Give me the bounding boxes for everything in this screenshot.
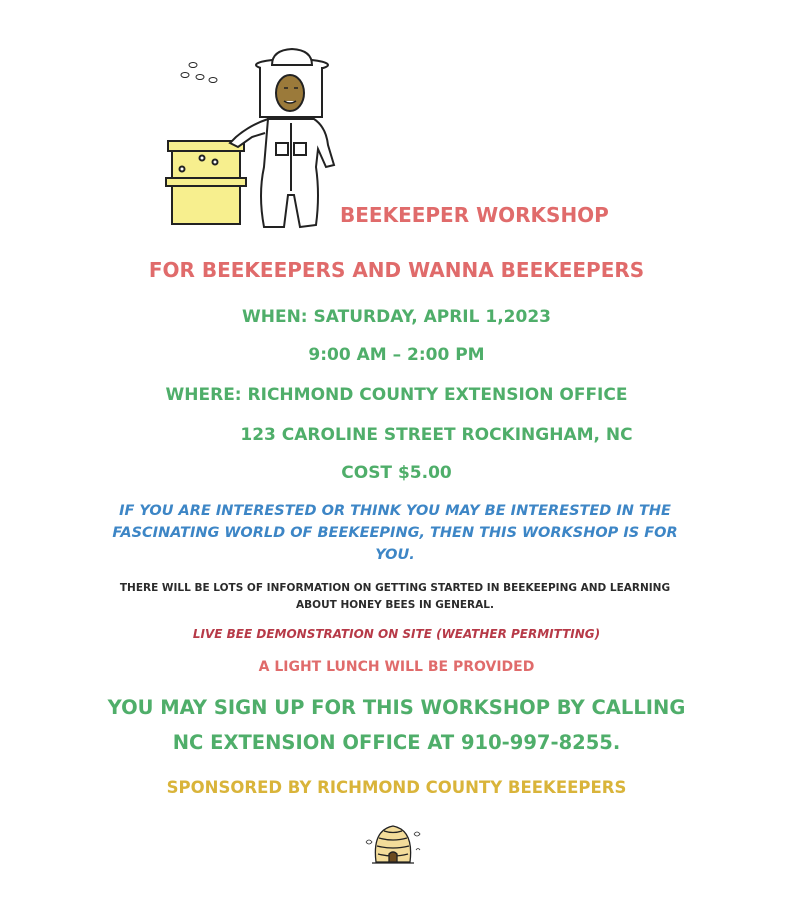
skep-beehive-icon [362,820,424,870]
beekeeper-figure [230,49,334,227]
signup-phone-line: NC EXTENSION OFFICE AT 910-997-8255. [172,731,621,754]
signup-line: YOU MAY SIGN UP FOR THIS WORKSHOP BY CALLING [107,696,686,719]
interest-line: FASCINATING WORLD OF BEEKEEPING, THEN THIS WORKSHOP IS FOR [112,525,678,541]
workshop-title: BEEKEEPER WORKSHOP [340,203,609,227]
event-time: 9:00 AM – 2:00 PM [308,345,485,365]
lunch-note: A LIGHT LUNCH WILL BE PROVIDED [258,659,535,675]
info-paragraph [80,580,710,614]
interest-paragraph [90,500,700,566]
demo-note: LIVE BEE DEMONSTRATION ON SITE (WEATHER PERMITTING) [192,627,601,641]
sponsor-line: SPONSORED BY RICHMOND COUNTY BEEKEEPERS [166,778,627,797]
info-line: ABOUT HONEY BEES IN GENERAL. [296,599,494,611]
info-line: THERE WILL BE LOTS OF INFORMATION ON GETTING STARTED IN BEEKEEPING AND LEARNING [119,582,671,594]
bee-icon [181,63,217,83]
workshop-subtitle: FOR BEEKEEPERS AND WANNA BEEKEEPERS [148,258,645,282]
event-location: WHERE: RICHMOND COUNTY EXTENSION OFFICE [165,385,628,405]
event-cost: COST $5.00 [341,463,452,483]
interest-line: YOU. [375,547,415,563]
beehive-icon [166,141,246,224]
beekeeper-illustration [160,45,345,230]
event-address: 123 CAROLINE STREET ROCKINGHAM, NC [240,425,633,445]
interest-line: IF YOU ARE INTERESTED OR THINK YOU MAY BE INTERESTED IN THE [119,503,671,519]
event-date: WHEN: SATURDAY, APRIL 1,2023 [241,307,551,327]
